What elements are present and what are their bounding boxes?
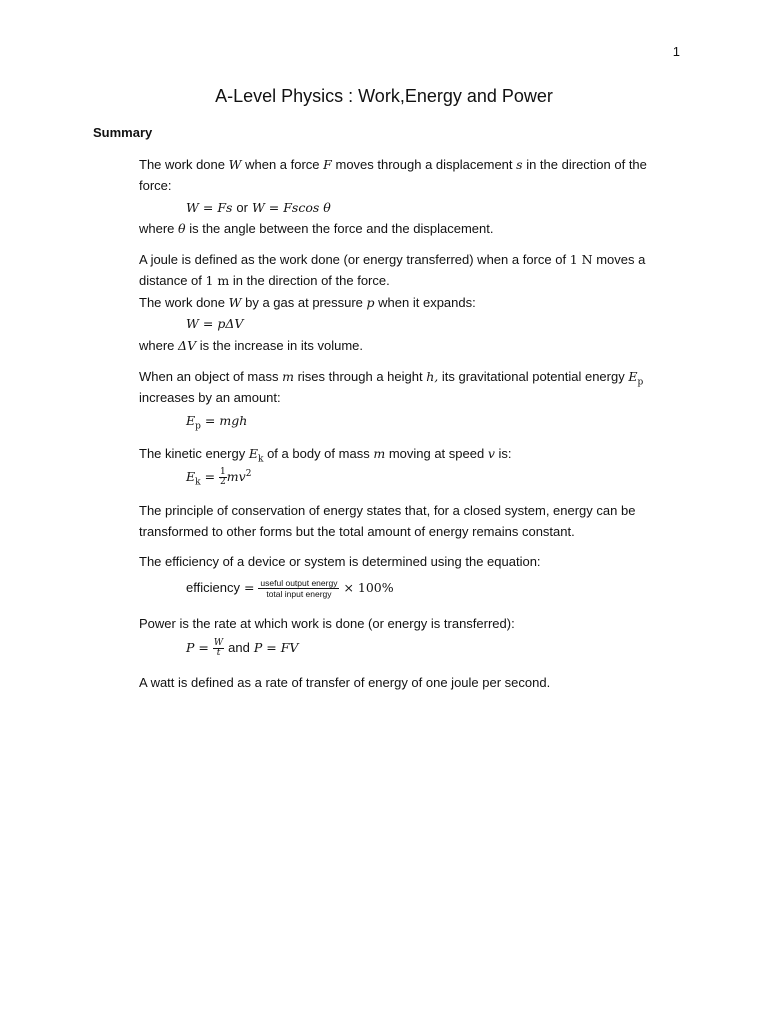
equation-power: P = $\frac{W}{t}$ and P = FV (186, 638, 299, 658)
equation-gpe: $E_p$ = mgh (186, 413, 248, 432)
watt-definition: A watt is defined as a rate of transfer of energy of one joule per second. (139, 675, 551, 690)
fraction-efficiency: $\frac{\text{useful output energy}}{\text{total input energy}}$ (260, 577, 338, 599)
gas-work-definition: The work done W by a gas at pressure p when it expands: (139, 295, 476, 310)
conservation-principle: The principle of conservation of energy states that, for a closed system, energy can be transformed to other forms but the total amount of energy remains constant. (139, 503, 636, 539)
equation-gas-work: W = pΔV (186, 316, 244, 331)
angle-definition: where θ is the angle between the force and the displacement. (139, 221, 494, 236)
document-title: A-Level Physics : Work,Energy and Power (215, 86, 553, 106)
equation-efficiency: efficiency = $\frac{\text{useful output energy}}{\text{total input energy}}$ × 100% (186, 577, 394, 599)
work-done-definition: The work done W when a force F moves through a displacement s in the direction of the force: (139, 157, 647, 193)
efficiency-intro: The efficiency of a device or system is determined using the equation: (139, 554, 541, 569)
power-definition: Power is the rate at which work is done (or energy is transferred): (139, 616, 515, 631)
page-number: 1 (672, 44, 680, 59)
gpe-definition: When an object of mass m rises through a height h, its gravitational potential energy $E_p$ increases by an amount: (139, 369, 644, 405)
section-heading-summary: Summary (93, 125, 153, 140)
equation-work-done: W = Fs or W = Fscos θ (186, 200, 331, 215)
volume-definition: where ΔV is the increase in its volume. (139, 338, 364, 353)
kinetic-energy-definition: The kinetic energy $E_k$ of a body of mass m moving at speed v is: (139, 446, 512, 465)
fraction-one-half: $\frac{1}{2}$ (220, 467, 226, 487)
joule-definition: A joule is defined as the work done (or energy transferred) when a force of 1 N moves a distance of 1 m in the direction of the force. (139, 252, 646, 288)
equation-kinetic-energy: $E_k$ = $\frac{1}{2}$ $mv^2$ (186, 467, 252, 488)
fraction-w-over-t: $\frac{W}{t}$ (213, 638, 224, 658)
